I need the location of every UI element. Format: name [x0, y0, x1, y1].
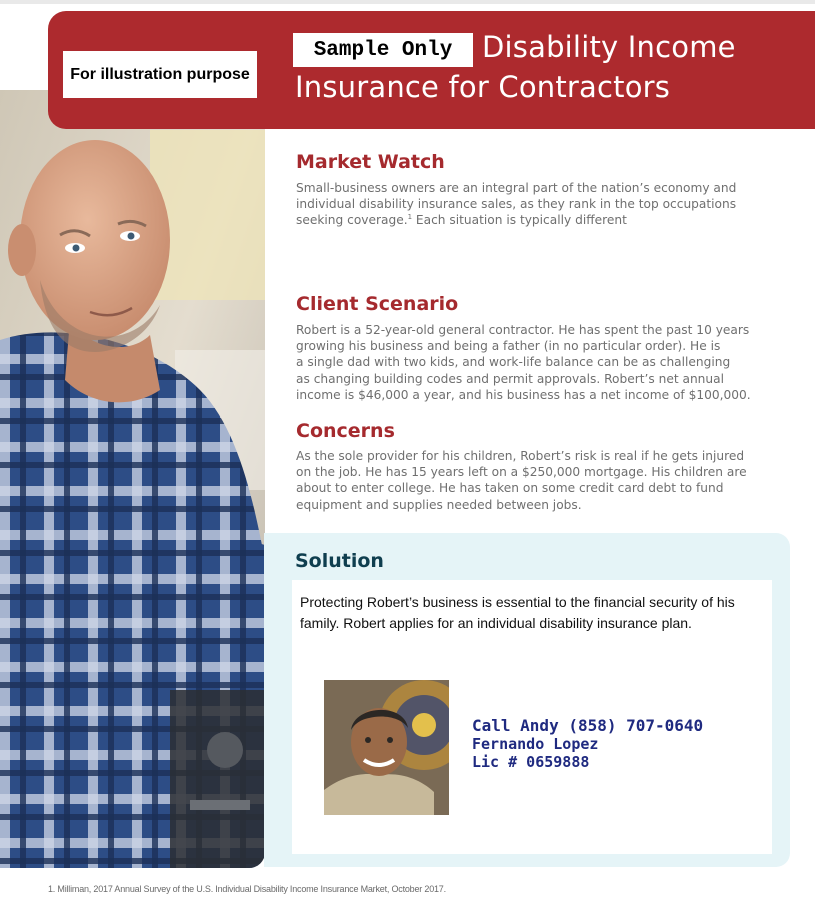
concerns-text [296, 448, 776, 513]
concerns-heading: Concerns [296, 420, 395, 442]
text-line: Robert is a 52-year-old general contractor. He has spent the past 10 years [296, 323, 750, 337]
call-phone-line[interactable]: Call Andy (858) 707-0640 [472, 716, 704, 735]
footnote: 1. Milliman, 2017 Annual Survey of the U.S. Individual Disability Income Insurance Market, October 2017. [48, 884, 446, 894]
text-line [296, 212, 776, 228]
text-line: family. Robert applies for an individual disability insurance plan. [300, 615, 692, 631]
agent-photo [324, 680, 449, 815]
text-fragment: seeking coverage. [296, 213, 408, 228]
footnote-marker: 1 [407, 213, 413, 222]
page-title-line-2: Insurance for Contractors [295, 70, 671, 104]
text-line: equipment and supplies needed between jobs. [296, 497, 582, 512]
text-line: a single dad with two kids, and work-life balance can be as challenging [296, 355, 731, 370]
top-rule [0, 0, 815, 4]
text-fragment: Each situation is typically different [412, 213, 627, 228]
text-line: growing his business and being a father (in no particular order). He is [296, 339, 721, 354]
solution-heading: Solution [295, 550, 384, 572]
contractor-photo [0, 90, 265, 868]
solution-text [300, 592, 760, 634]
market-watch-heading: Market Watch [296, 151, 445, 173]
illustration-purpose-label: For illustration purpose [63, 51, 257, 98]
client-scenario-heading: Client Scenario [296, 293, 459, 315]
text-line: individual disability insurance sales, as they rank in the top occupations [296, 197, 737, 212]
sample-only-label: Sample Only [293, 33, 473, 67]
text-line: As the sole provider for his children, Robert’s risk is real if he gets injured [296, 449, 745, 463]
text-line: Small-business owners are an integral part of the nation’s economy and [296, 181, 737, 195]
page-title-line-1: Disability Income [482, 30, 736, 64]
text-line: on the job. He has 15 years left on a $250,000 mortgage. His children are [296, 465, 747, 480]
text-line: income is $46,000 a year, and his business has a net income of $100,000. [296, 387, 751, 402]
license-number: Lic # 0659888 [472, 753, 590, 771]
text-line: about to enter college. He has taken on some credit card debt to fund [296, 481, 724, 496]
text-line: Protecting Robert’s business is essential to the financial security of his [300, 594, 735, 610]
client-scenario-text [296, 322, 776, 403]
text-line: as changing building codes and permit approvals. Robert’s net annual [296, 371, 724, 386]
market-watch-text [296, 180, 776, 229]
contact-block [472, 716, 703, 771]
agent-name: Fernando Lopez [472, 735, 599, 753]
